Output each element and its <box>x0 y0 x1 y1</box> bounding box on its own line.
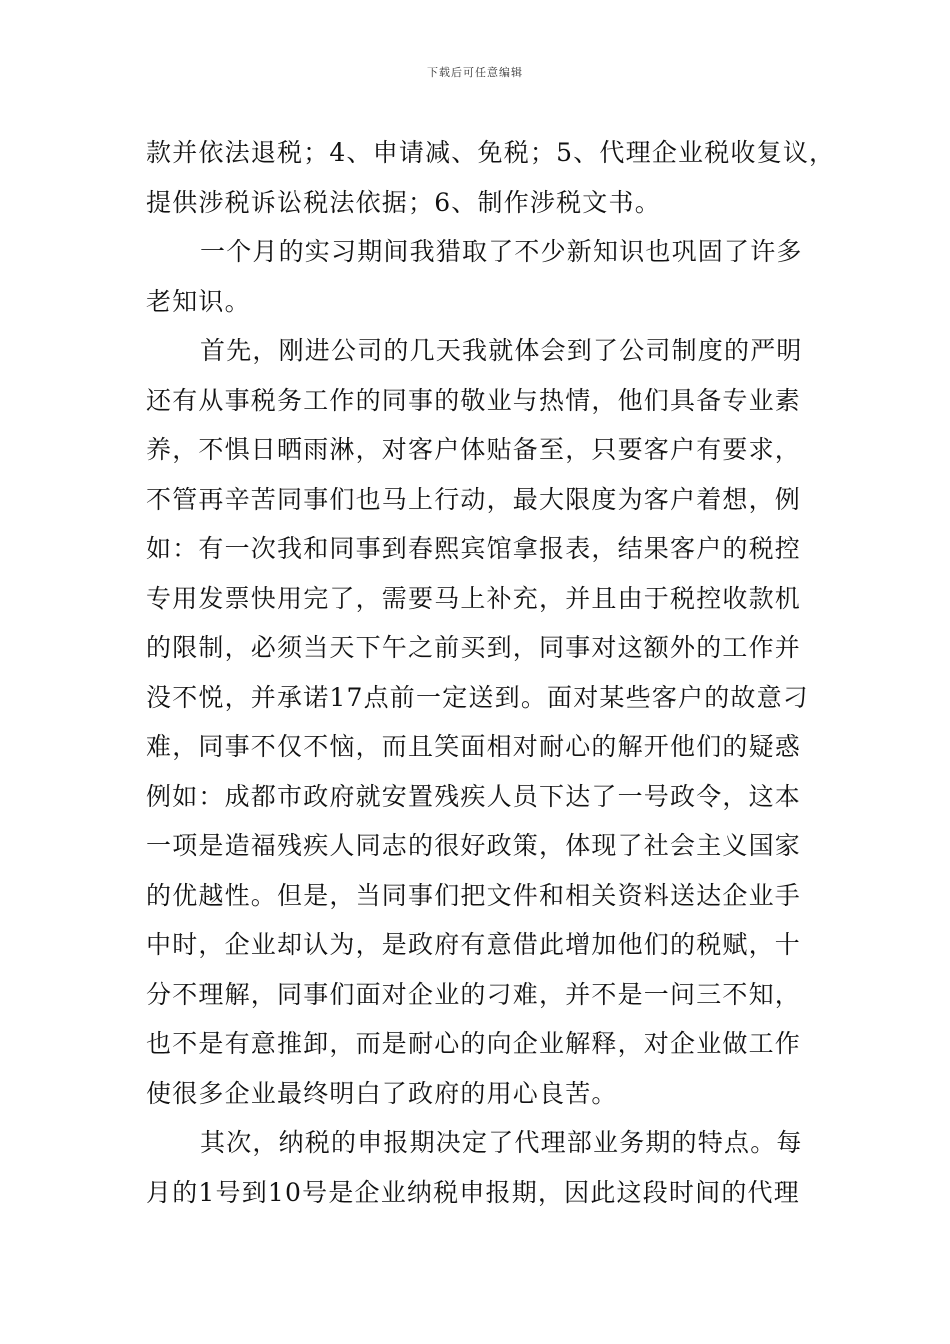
text-line: 的优越性。但是，当同事们把文件和相关资料送达企业手 <box>146 880 802 910</box>
text-line: 专用发票快用完了，需要马上补充，并且由于税控收款机 <box>146 583 802 613</box>
text-line: 如：有一次我和同事到春熙宾馆拿报表，结果客户的税控 <box>146 534 802 563</box>
text-line: 分不理解，同事们面对企业的刁难，并不是一问三不知， <box>146 979 802 1009</box>
text-line: 养，不惧日晒雨淋，对客户体贴备至，只要客户有要求， <box>146 435 802 464</box>
text-line: 一项是造福残疾人同志的很好政策，体现了社会主义国家 <box>146 831 802 860</box>
text-line: 没不悦，并承诺17点前一定送到。面对某些客户的故意刁 <box>146 682 810 712</box>
text-line: 不管再辛苦同事们也马上行动，最大限度为客户着想，例 <box>146 484 802 514</box>
paragraph-start-line: 其次，纳税的申报期决定了代理部业务期的特点。每 <box>200 1128 803 1157</box>
text-line: 中时，企业却认为，是政府有意借此增加他们的税赋，十 <box>146 930 802 959</box>
text-line: 老知识。 <box>146 286 251 316</box>
text-line: 月的1号到10号是企业纳税申报期，因此这段时间的代理 <box>146 1177 800 1207</box>
text-line: 提供涉税诉讼税法依据；6、制作涉税文书。 <box>146 187 661 217</box>
text-line: 的限制，必须当天下午之前买到，同事对这额外的工作并 <box>146 633 802 662</box>
text-line: 例如：成都市政府就安置残疾人员下达了一号政令，这本 <box>146 781 802 811</box>
text-line: 还有从事税务工作的同事的敬业与热情，他们具备专业素 <box>146 385 802 415</box>
paragraph-start-line: 一个月的实习期间我猎取了不少新知识也巩固了许多 <box>200 237 803 266</box>
text-line: 款并依法退税；4、申请减、免税；5、代理企业税收复议， <box>146 138 836 167</box>
document-body <box>146 128 836 1217</box>
page-header: 下载后可任意编辑 <box>427 66 523 79</box>
paragraph-start-line: 首先，刚进公司的几天我就体会到了公司制度的严明 <box>200 336 803 365</box>
text-line: 难，同事不仅不恼，而且笑面相对耐心的解开他们的疑惑 <box>146 732 802 761</box>
text-line: 使很多企业最终明白了政府的用心良苦。 <box>146 1078 618 1108</box>
text-line: 也不是有意推卸，而是耐心的向企业解释，对企业做工作 <box>146 1029 802 1058</box>
